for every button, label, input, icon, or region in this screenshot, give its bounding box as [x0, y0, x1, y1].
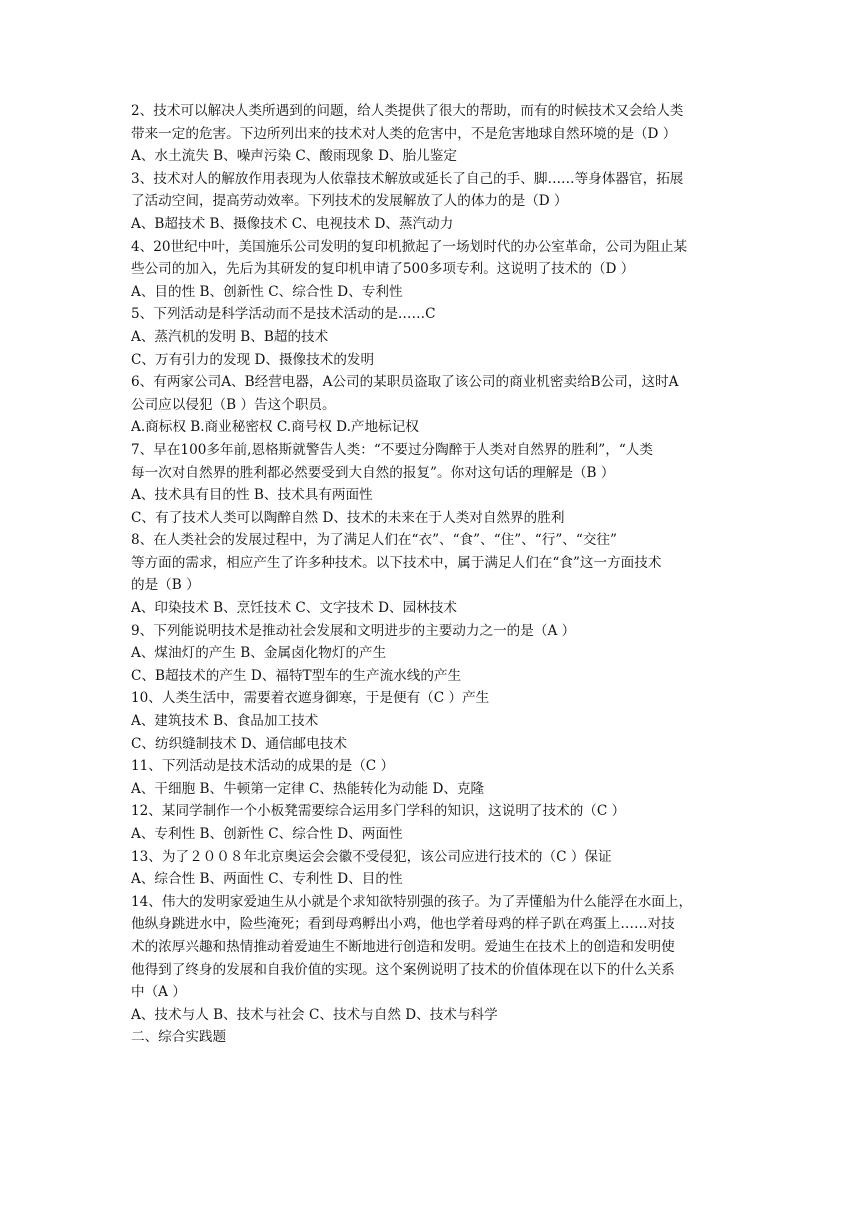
text-line: A、建筑技术 B、食品加工技术	[131, 713, 319, 730]
text-line: C、有了技术人类可以陶醉自然 D、技术的未来在于人类对自然界的胜利	[131, 509, 565, 526]
text-line: 13、为了２００８年北京奥运会会徽不受侵犯，该公司应进行技术的（C ）保证	[131, 848, 612, 865]
text-line: 公司应以侵犯（B ）告这个职员。	[131, 396, 336, 413]
text-line: A、综合性 B、两面性 C、专利性 D、目的性	[131, 871, 403, 888]
text-line: A、技术具有目的性 B、技术具有两面性	[131, 487, 373, 504]
text-line: 带来一定的危害。下边所列出来的技术对人类的危害中，不是危害地球自然环境的是（D ）	[131, 125, 677, 142]
text-line: A、专利性 B、创新性 C、综合性 D、两面性	[131, 826, 403, 842]
text-line: A、B超技术 B、摄像技术 C、电视技术 D、蒸汽动力	[131, 215, 454, 232]
text-line: 9、下列能说明技术是推动社会发展和文明进步的主要动力之一的是（A ）	[131, 622, 576, 639]
text-line: 他得到了终身的发展和自我价值的实现。这个案例说明了技术的价值体现在以下的什么关系	[131, 961, 675, 978]
text-line: A、技术与人 B、技术与社会 C、技术与自然 D、技术与科学	[131, 1006, 498, 1023]
text-line: 11、下列活动是技术活动的成果的是（C ）	[131, 758, 395, 775]
text-line: 些公司的加入，先后为其研发的复印机申请了500多项专利。这说明了技术的（D ）	[131, 261, 635, 278]
text-line: 14、伟大的发明家爱迪生从小就是个求知欲特别强的孩子。为了弄懂船为什么能浮在水面上，	[131, 893, 693, 910]
text-line: 6、有两家公司A、B经营电器，A公司的某职员盗取了该公司的商业机密卖给B公司，这时A	[131, 374, 679, 391]
text-line: 他纵身跳进水中，险些淹死；看到母鸡孵出小鸡，他也学着母鸡的样子趴在鸡蛋上……对技	[131, 916, 675, 933]
text-line: 7、早在100多年前,恩格斯就警告人类：“不要过分陶醉于人类对自然界的胜利”，“人类	[131, 441, 653, 458]
text-line: A、煤油灯的产生 B、金属卤化物灯的产生	[131, 645, 387, 662]
text-line: 12、某同学制作一个小板凳需要综合运用多门学科的知识，这说明了技术的（C ）	[131, 803, 626, 820]
text-line: 8、在人类社会的发展过程中，为了满足人们在“衣”、“食”、“住”、“行”、“交往”	[131, 532, 617, 549]
text-line: 等方面的需求，相应产生了许多种技术。以下技术中，属于满足人们在“食”这一方面技术	[131, 554, 662, 571]
text-line: 4、20世纪中叶，美国施乐公司发明的复印机掀起了一场划时代的办公室革命，公司为阻止某	[131, 238, 688, 255]
text-line: 术的浓厚兴趣和热情推动着爱迪生不断地进行创造和发明。爱迪生在技术上的创造和发明使	[131, 938, 675, 955]
text-line: 2、技术可以解决人类所遇到的问题，给人类提供了很大的帮助，而有的时候技术又会给人类	[131, 103, 684, 119]
text-line: A、干细胞 B、牛顿第一定律 C、热能转化为动能 D、克隆	[131, 780, 485, 797]
text-line: A、目的性 B、创新性 C、综合性 D、专利性	[131, 283, 403, 300]
text-line: 了活动空间，提高劳动效率。下列技术的发展解放了人的体力的是（D ）	[131, 193, 568, 210]
document-page	[131, 100, 731, 1049]
text-line: 每一次对自然界的胜利都必然要受到大自然的报复”。你对这句话的理解是（B ）	[131, 464, 615, 481]
text-line: C、B超技术的产生 D、福特T型车的生产流水线的产生	[131, 667, 462, 684]
text-line: C、纺织缝制技术 D、通信邮电技术	[131, 735, 347, 752]
text-line: 10、人类生活中，需要着衣遮身御寒，于是便有（C ）产生	[131, 690, 490, 707]
text-line: A.商标权 B.商业秘密权 C.商号权 D.产地标记权	[131, 419, 419, 436]
text-line: 3、技术对人的解放作用表现为人依靠技术解放或延长了自己的手、脚……等身体器官，拓展	[131, 170, 684, 187]
text-line: 中（A ）	[131, 984, 186, 1001]
text-line: C、万有引力的发现 D、摄像技术的发明	[131, 351, 375, 368]
text-line: 5、下列活动是科学活动而不是技术活动的是……C	[131, 306, 436, 323]
text-line: 的是（B ）	[131, 577, 200, 594]
text-line: A、印染技术 B、烹饪技术 C、文字技术 D、园林技术	[131, 600, 457, 617]
section-heading: 二、综合实践题	[131, 1029, 227, 1046]
text-line: A、水土流失 B、噪声污染 C、酸雨现象 D、胎儿鉴定	[131, 148, 457, 165]
text-line: A、蒸汽机的发明 B、B超的技术	[131, 328, 329, 345]
